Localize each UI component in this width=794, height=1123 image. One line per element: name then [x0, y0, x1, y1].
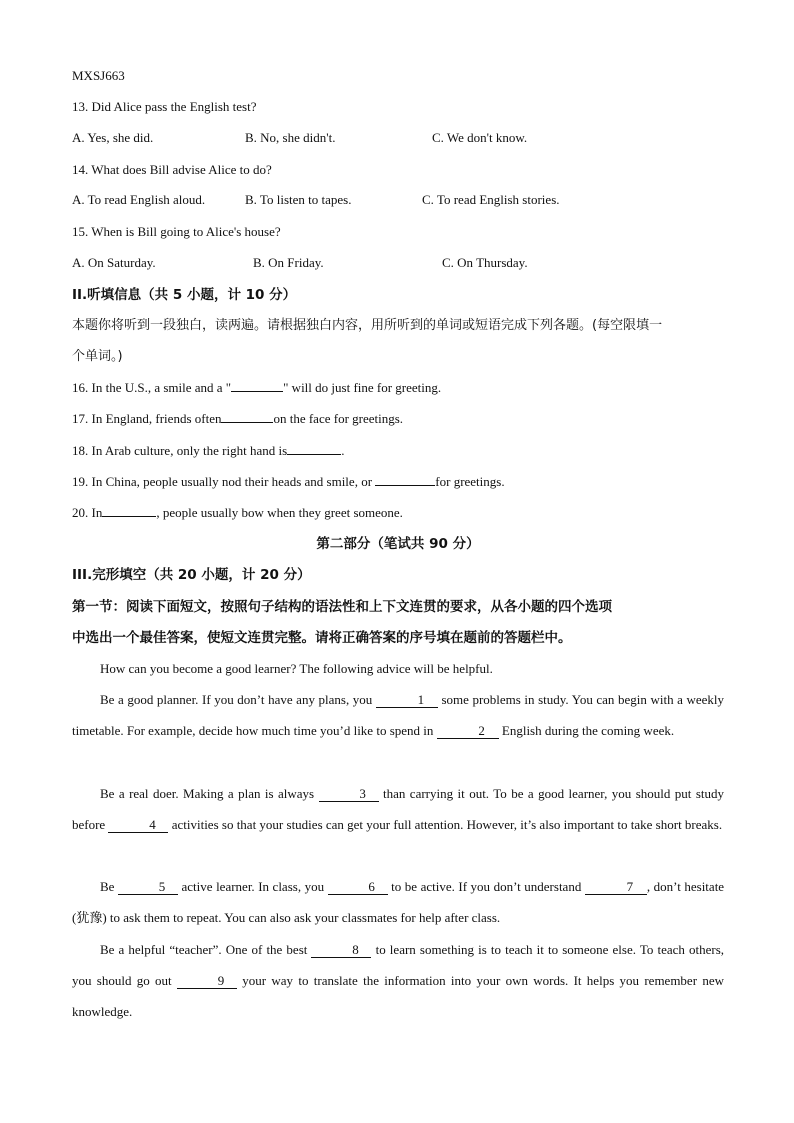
passage-paragraph-1: How can you become a good learner? The following advice will be helpful. — [100, 661, 493, 676]
section-2-instruction-line2: 个单词。) — [72, 349, 123, 364]
q13-option-b: B. No, she didn't. — [245, 130, 336, 145]
cloze-blank-2[interactable]: 2 — [437, 724, 499, 739]
q15-option-a: A. On Saturday. — [72, 255, 156, 270]
item-17: 17. In England, friends often on the face for greetings. — [72, 411, 404, 426]
passage-paragraph-4: Be 5 active learner. In class, you 6 to be active. If you don’t understand 7 , don’t hesitate (犹豫) to ask them to repeat. You can also ask your classmates for help after class. — [72, 879, 725, 925]
q13-option-c: C. We don't know. — [432, 130, 528, 145]
passage-paragraph-2: Be a good planner. If you don’t have any plans, you 1 some problems in study. You can begin with a weekly timetable. For example, decide how much time you’d like to spend in 2 English during the coming week. — [72, 692, 725, 738]
answer-blank[interactable] — [287, 454, 341, 455]
q15-option-c: C. On Thursday. — [442, 255, 528, 270]
cloze-blank-4[interactable]: 4 — [108, 818, 168, 833]
section-2-title: II.听填信息（共 5 小题，计 10 分） — [72, 287, 297, 303]
question-14: 14. What does Bill advise Alice to do? — [72, 162, 272, 177]
passage-paragraph-5: Be a helpful “teacher”. One of the best 8 to learn something is to teach it to someone else. To teach others, you should go out 9 your way to translate the information into your own words. It helps you remember new knowledge. — [72, 942, 725, 1019]
answer-blank[interactable] — [231, 391, 283, 392]
item-16: 16. In the U.S., a smile and a " " will do just fine for greeting. — [72, 380, 442, 395]
q15-option-b: B. On Friday. — [253, 255, 324, 270]
cloze-blank-5[interactable]: 5 — [118, 880, 178, 895]
item-18: 18. In Arab culture, only the right hand is . — [72, 443, 345, 458]
section-2-instruction-line1: 本题你将听到一段独白，读两遍。请根据独白内容，用所听到的单词或短语完成下列各题。(每空限填一 — [72, 318, 663, 333]
answer-blank[interactable] — [221, 422, 273, 423]
question-15: 15. When is Bill going to Alice's house? — [72, 224, 281, 239]
q14-option-c: C. To read English stories. — [422, 192, 560, 207]
q14-option-a: A. To read English aloud. — [72, 192, 206, 207]
item-20: 20. In , people usually bow when they greet someone. — [72, 505, 403, 520]
cloze-blank-3[interactable]: 3 — [319, 787, 379, 802]
answer-blank[interactable] — [102, 516, 156, 517]
item-19: 19. In China, people usually nod their heads and smile, or for greetings. — [72, 474, 505, 489]
cloze-blank-6[interactable]: 6 — [328, 880, 388, 895]
q13-option-a: A. Yes, she did. — [72, 130, 154, 145]
cloze-blank-1[interactable]: 1 — [376, 693, 438, 708]
section-3-title: III.完形填空（共 20 小题，计 20 分） — [72, 567, 311, 583]
section-3-instruction-line2: 中选出一个最佳答案，使短文连贯完整。请将正确答案的序号填在题前的答题栏中。 — [72, 630, 572, 646]
cloze-blank-8[interactable]: 8 — [311, 943, 371, 958]
cloze-blank-9[interactable]: 9 — [177, 974, 237, 989]
q14-option-b: B. To listen to tapes. — [245, 192, 352, 207]
header-code: MXSJ663 — [72, 68, 125, 83]
section-3-instruction-line1: 第一节：阅读下面短文，按照句子结构的语法性和上下文连贯的要求，从各小题的四个选项 — [72, 599, 612, 615]
question-13: 13. Did Alice pass the English test? — [72, 99, 257, 114]
passage-paragraph-3: Be a real doer. Making a plan is always 3 than carrying it out. To be a good learner, you should put study before 4 activities so that your studies can get your full attention. However, it’s also important to take short breaks. — [72, 786, 725, 832]
part-2-title: 第二部分（笔试共 90 分） — [316, 536, 480, 552]
cloze-blank-7[interactable]: 7 — [585, 880, 647, 895]
answer-blank[interactable] — [375, 485, 435, 486]
